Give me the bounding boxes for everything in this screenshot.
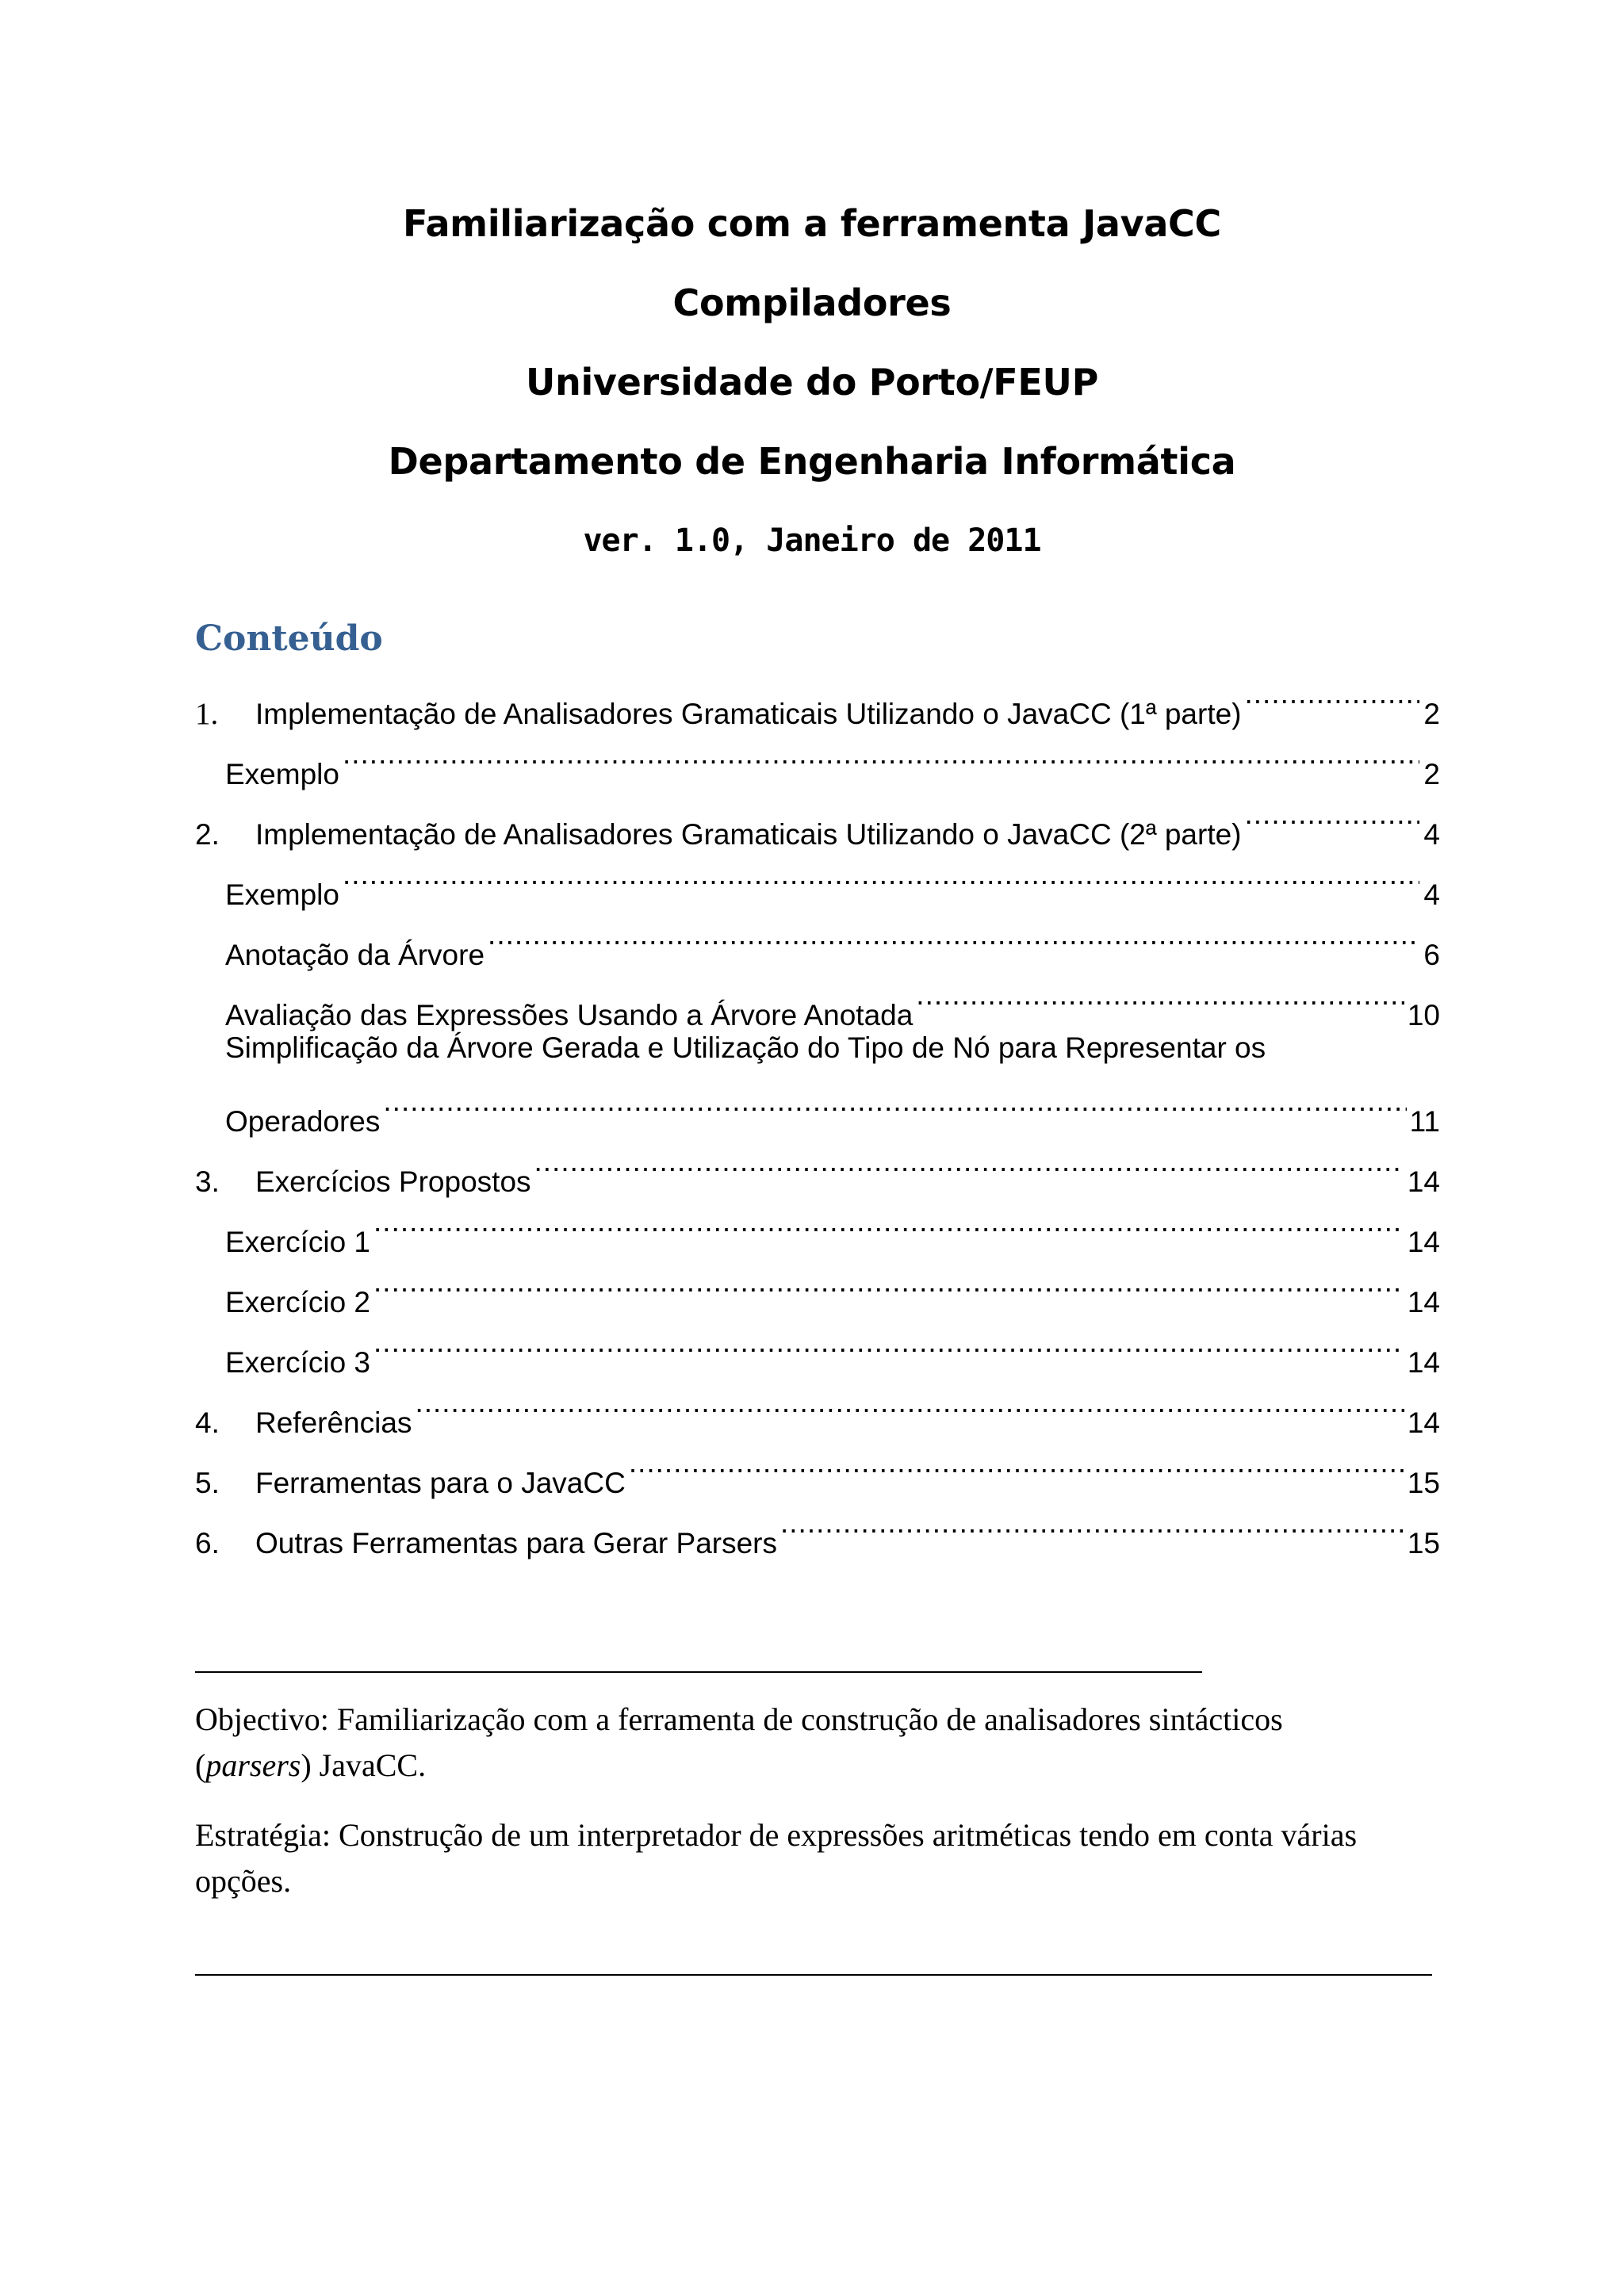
objective-paren-open: (	[195, 1747, 206, 1783]
toc-entry-number: 6.	[195, 1527, 220, 1559]
toc-entry-page: 4	[1423, 818, 1440, 851]
toc-leader-dots	[373, 1312, 1404, 1372]
toc-leader-dots	[629, 1433, 1404, 1493]
toc-entry-label: Implementação de Analisadores Gramaticais Utilizando o JavaCC (1ª parte)	[255, 698, 1242, 730]
toc-entry[interactable]	[195, 1252, 1440, 1318]
toc-entry[interactable]	[195, 1372, 1440, 1439]
toc-entry-label: Simplificação da Árvore Gerada e Utilização do Tipo de Nó para Representar os	[225, 1031, 1266, 1064]
toc-entry-label: Avaliação das Expressões Usando a Árvore Anotada	[225, 999, 914, 1031]
document-title: Familiarização com a ferramenta JavaCC	[403, 202, 1221, 245]
toc-entry[interactable]	[195, 905, 1440, 971]
toc-entry-number: 5.	[195, 1467, 220, 1499]
toc-entry[interactable]	[195, 724, 1440, 790]
toc-entry-page: 10	[1407, 999, 1440, 1031]
toc-entry-label: Exercício 2	[225, 1286, 371, 1318]
toc-entry-label: Anotação da Árvore	[225, 939, 485, 971]
toc-entry-continuation[interactable]	[195, 1071, 1440, 1138]
objective-section	[195, 1697, 1440, 1928]
department-name: Departamento de Engenharia Informática	[388, 440, 1236, 483]
toc-entry-label: Implementação de Analisadores Gramaticais Utilizando o JavaCC (2ª parte)	[255, 818, 1242, 851]
toc-entry-number: 3.	[195, 1165, 220, 1198]
toc-leader-dots	[343, 844, 1419, 905]
toc-leader-dots	[373, 1252, 1404, 1312]
toc-entry-page: 11	[1409, 1105, 1440, 1138]
toc-entry-page: 14	[1407, 1406, 1440, 1439]
objective-text-end: ) JavaCC.	[301, 1747, 427, 1783]
toc-entry-number: 1.	[195, 697, 219, 731]
toc-leader-dots	[373, 1192, 1404, 1252]
toc-leader-dots	[1245, 784, 1420, 844]
toc-entry-label: Referências	[255, 1406, 412, 1439]
toc-entry-label: Exercício 1	[225, 1226, 371, 1258]
top-horizontal-rule	[195, 1671, 1202, 1673]
toc-entry[interactable]	[195, 1312, 1440, 1379]
toc-entry-page: 2	[1423, 698, 1440, 730]
toc-entry[interactable]	[195, 844, 1440, 911]
toc-entry[interactable]	[195, 1131, 1440, 1198]
objective-text: Objectivo: Familiarização com a ferramenta de construção de analisadores sintácticos	[195, 1701, 1283, 1737]
toc-entry[interactable]	[195, 1192, 1440, 1258]
version-line: ver. 1.0, Janeiro de 2011	[583, 522, 1041, 559]
objective-paragraph	[195, 1697, 1440, 1789]
toc-leader-dots	[383, 1071, 1406, 1131]
toc-entry-page: 15	[1407, 1527, 1440, 1559]
toc-leader-dots	[343, 724, 1419, 784]
toc-entry-page: 2	[1423, 758, 1440, 790]
toc-entry-label: Exemplo	[225, 758, 339, 790]
toc-entry-page: 14	[1407, 1346, 1440, 1379]
toc-leader-dots	[1245, 664, 1420, 724]
toc-leader-dots	[488, 905, 1419, 965]
strategy-paragraph: Estratégia: Construção de um interpretador de expressões aritméticas tendo em conta várias opções.	[195, 1817, 1358, 1899]
title-block	[0, 184, 1624, 580]
table-of-contents	[195, 664, 1440, 1559]
toc-leader-dots	[916, 965, 1404, 1025]
toc-entry-label: Exercícios Propostos	[255, 1165, 531, 1198]
toc-leader-dots	[534, 1131, 1404, 1192]
toc-entry[interactable]	[195, 664, 1440, 731]
toc-entry[interactable]	[195, 1025, 1440, 1071]
university-name: Universidade do Porto/FEUP	[525, 361, 1099, 404]
toc-entry-page: 4	[1423, 878, 1440, 911]
toc-entry-label: Outras Ferramentas para Gerar Parsers	[255, 1527, 777, 1559]
toc-entry-page: 6	[1423, 939, 1440, 971]
toc-leader-dots	[780, 1493, 1404, 1553]
toc-entry[interactable]	[195, 784, 1440, 851]
toc-entry-label: Exercício 3	[225, 1346, 371, 1379]
toc-entry-page: 14	[1407, 1165, 1440, 1198]
bottom-horizontal-rule	[195, 1974, 1432, 1976]
toc-entry-label: Ferramentas para o JavaCC	[255, 1467, 626, 1499]
objective-italic-term: parsers	[205, 1747, 301, 1783]
course-name: Compiladores	[672, 281, 952, 324]
toc-leader-dots	[415, 1372, 1404, 1433]
toc-entry-number: 2.	[195, 818, 220, 851]
toc-entry-page: 14	[1407, 1226, 1440, 1258]
toc-entry-number: 4.	[195, 1406, 220, 1439]
toc-entry-label-continued: Operadores	[225, 1105, 381, 1138]
toc-entry-page: 15	[1407, 1467, 1440, 1499]
toc-heading: Conteúdo	[195, 618, 383, 659]
toc-entry-page: 14	[1407, 1286, 1440, 1318]
toc-entry-label: Exemplo	[225, 878, 339, 911]
